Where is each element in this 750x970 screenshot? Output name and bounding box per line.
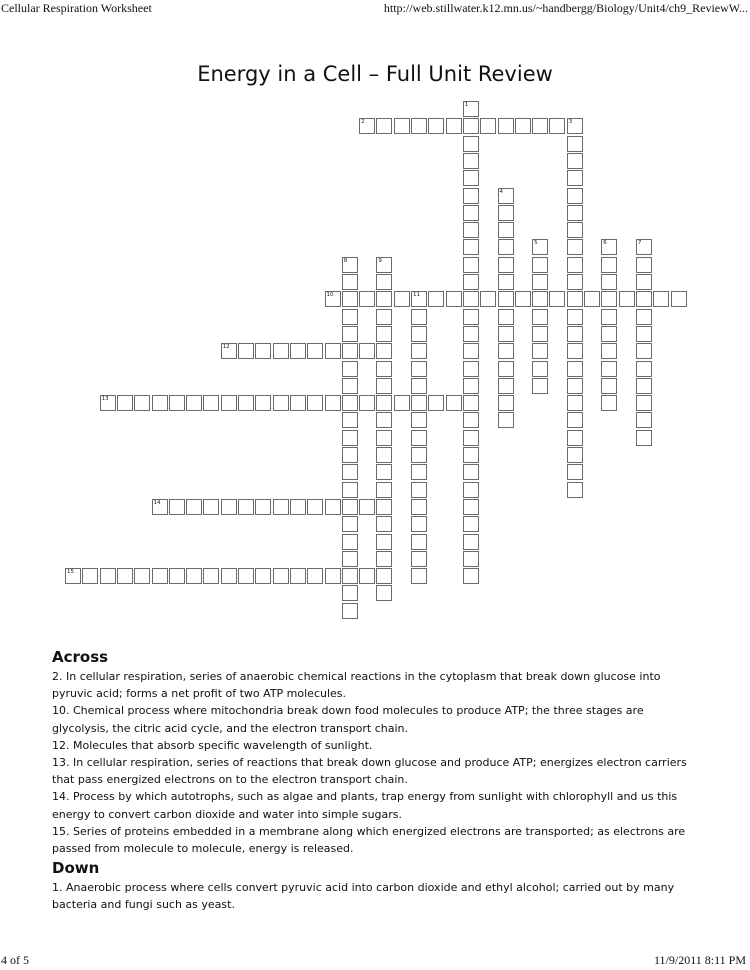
crossword-cell[interactable]	[463, 361, 479, 377]
crossword-cell[interactable]	[498, 395, 514, 411]
crossword-cell[interactable]	[567, 447, 583, 463]
crossword-cell[interactable]	[255, 499, 271, 515]
crossword-cell[interactable]	[601, 326, 617, 342]
crossword-cell[interactable]	[636, 291, 652, 307]
crossword-cell[interactable]	[480, 118, 496, 134]
crossword-cell[interactable]	[567, 378, 583, 394]
crossword-cell[interactable]	[567, 257, 583, 273]
crossword-cell[interactable]	[601, 257, 617, 273]
crossword-cell[interactable]	[601, 291, 617, 307]
crossword-cell[interactable]	[463, 326, 479, 342]
crossword-cell[interactable]	[411, 309, 427, 325]
crossword-cell[interactable]	[221, 568, 237, 584]
crossword-cell[interactable]	[342, 585, 358, 601]
crossword-cell[interactable]	[342, 274, 358, 290]
clue-number: 7	[637, 240, 642, 247]
crossword-cell[interactable]	[498, 222, 514, 238]
crossword-cell[interactable]	[342, 257, 358, 273]
crossword-cell[interactable]	[152, 499, 168, 515]
across-clue: 15. Series of proteins embedded in a membrane along which energized electrons are transported; as electrons are passed from molecule to molecule, energy is released.	[52, 824, 686, 856]
crossword-cell[interactable]	[411, 430, 427, 446]
crossword-cell[interactable]	[376, 118, 392, 134]
crossword-cell[interactable]	[203, 395, 219, 411]
crossword-cell[interactable]	[376, 257, 392, 273]
crossword-cell[interactable]	[653, 291, 669, 307]
crossword-cell[interactable]	[498, 343, 514, 359]
crossword-cell[interactable]	[359, 568, 375, 584]
crossword-cell[interactable]	[463, 170, 479, 186]
crossword-cell[interactable]	[376, 412, 392, 428]
crossword-cell[interactable]	[290, 499, 306, 515]
crossword-cell[interactable]	[376, 447, 392, 463]
crossword-cell[interactable]	[671, 291, 687, 307]
clue-number: 8	[343, 257, 348, 264]
crossword-cell[interactable]	[567, 239, 583, 255]
crossword-cell[interactable]	[307, 343, 323, 359]
crossword-cell[interactable]	[532, 378, 548, 394]
crossword-cell[interactable]	[498, 412, 514, 428]
crossword-cell[interactable]	[342, 309, 358, 325]
crossword-cell[interactable]	[463, 551, 479, 567]
crossword-cell[interactable]	[636, 430, 652, 446]
crossword-cell[interactable]	[532, 239, 548, 255]
crossword-cell[interactable]	[601, 274, 617, 290]
crossword-cell[interactable]	[463, 153, 479, 169]
clue-number: 9	[378, 257, 382, 264]
crossword-cell[interactable]	[567, 430, 583, 446]
crossword-cell[interactable]	[463, 205, 479, 221]
crossword-cell[interactable]	[186, 568, 202, 584]
crossword-cell[interactable]	[567, 188, 583, 204]
crossword-cell[interactable]	[290, 568, 306, 584]
crossword-cell[interactable]	[376, 430, 392, 446]
crossword-cell[interactable]	[498, 274, 514, 290]
down-clue: 1. Anaerobic process where cells convert pyruvic acid into carbon dioxide and ethyl alcohol; carried out by many bacteria and fungi such as yeast.	[52, 881, 675, 912]
crossword-cell[interactable]	[567, 309, 583, 325]
across-clue: 14. Process by which autotrophs, such as algae and plants, trap energy from sunlight with chlorophyll and us this energy to convert carbon dioxide and water into simple sugars.	[52, 790, 678, 821]
crossword-cell[interactable]	[359, 343, 375, 359]
crossword-cell[interactable]	[446, 395, 462, 411]
crossword-cell[interactable]	[498, 257, 514, 273]
crossword-cell[interactable]	[82, 568, 98, 584]
clue-number: 10	[326, 292, 334, 299]
crossword-cell[interactable]	[342, 395, 358, 411]
crossword-cell[interactable]	[532, 274, 548, 290]
crossword-cell[interactable]	[601, 239, 617, 255]
crossword-cell[interactable]	[169, 395, 185, 411]
crossword-cell[interactable]	[134, 395, 150, 411]
crossword-cell[interactable]	[359, 118, 375, 134]
crossword-cell[interactable]	[532, 291, 548, 307]
crossword-cell[interactable]	[567, 343, 583, 359]
clue-number: 12	[222, 344, 230, 351]
crossword-cell[interactable]	[255, 395, 271, 411]
crossword-cell[interactable]	[498, 309, 514, 325]
crossword-cell[interactable]	[532, 326, 548, 342]
crossword-cell[interactable]	[463, 309, 479, 325]
crossword-cell[interactable]	[636, 412, 652, 428]
clue-number: 2	[361, 119, 365, 126]
crossword-cell[interactable]	[273, 499, 289, 515]
crossword-cell[interactable]	[221, 395, 237, 411]
crossword-cell[interactable]	[411, 378, 427, 394]
clue-number: 15	[67, 569, 74, 576]
page-url: http://web.stillwater.k12.mn.us/~handbergg/Biology/Unit4/ch9_ReviewW...	[383, 1, 748, 15]
crossword-cell[interactable]	[636, 378, 652, 394]
crossword-cell[interactable]	[411, 326, 427, 342]
crossword-cell[interactable]	[498, 239, 514, 255]
crossword-cell[interactable]	[498, 378, 514, 394]
crossword-cell[interactable]	[411, 361, 427, 377]
print-datetime: 11/9/2011 8:11 PM	[653, 953, 746, 967]
clue-number: 13	[101, 396, 109, 403]
clue-number: 14	[153, 499, 161, 506]
clue-number: 1	[464, 102, 469, 108]
crossword-cell[interactable]	[463, 343, 479, 359]
crossword-cell[interactable]	[515, 291, 531, 307]
crossword-cell[interactable]	[428, 291, 444, 307]
crossword-cell[interactable]	[238, 395, 254, 411]
crossword-cell[interactable]	[567, 205, 583, 221]
crossword-cell[interactable]	[463, 188, 479, 204]
crossword-cell[interactable]	[446, 291, 462, 307]
crossword-cell[interactable]	[636, 326, 652, 342]
crossword-cell[interactable]	[463, 482, 479, 498]
clues-section	[52, 648, 702, 914]
crossword-cell[interactable]	[342, 326, 358, 342]
crossword-cell[interactable]	[567, 361, 583, 377]
crossword-cell[interactable]	[238, 499, 254, 515]
crossword-cell[interactable]	[567, 118, 583, 134]
crossword-cell[interactable]	[515, 118, 531, 134]
crossword-cell[interactable]	[567, 395, 583, 411]
crossword-cell[interactable]	[359, 291, 375, 307]
crossword-cell[interactable]	[65, 568, 81, 584]
crossword-cell[interactable]	[238, 568, 254, 584]
crossword-cell[interactable]	[463, 257, 479, 273]
crossword-cell[interactable]	[221, 343, 237, 359]
crossword-cell[interactable]	[498, 205, 514, 221]
document-title: Energy in a Cell – Full Unit Review	[197, 62, 553, 86]
crossword-cell[interactable]	[532, 257, 548, 273]
crossword-cell[interactable]	[567, 412, 583, 428]
crossword-cell[interactable]	[549, 291, 565, 307]
crossword-cell[interactable]	[411, 551, 427, 567]
crossword-cell[interactable]	[480, 291, 496, 307]
page-count: 4 of 5	[1, 953, 29, 967]
crossword-cell[interactable]	[567, 274, 583, 290]
crossword-cell[interactable]	[428, 395, 444, 411]
crossword-cell[interactable]	[636, 239, 652, 255]
crossword-cell[interactable]	[376, 516, 392, 532]
crossword-cell[interactable]	[567, 482, 583, 498]
crossword-cell[interactable]	[186, 499, 202, 515]
crossword-cell[interactable]	[567, 136, 583, 152]
crossword-cell[interactable]	[342, 378, 358, 394]
crossword-cell[interactable]	[255, 343, 271, 359]
crossword-cell[interactable]	[290, 395, 306, 411]
crossword-cell[interactable]	[376, 499, 392, 515]
crossword-cell[interactable]	[342, 447, 358, 463]
crossword-cell[interactable]	[273, 568, 289, 584]
crossword-cell[interactable]	[411, 482, 427, 498]
crossword-cell[interactable]	[376, 551, 392, 567]
crossword-cell[interactable]	[342, 516, 358, 532]
crossword-cell[interactable]	[532, 309, 548, 325]
crossword-cell[interactable]	[567, 326, 583, 342]
down-heading: Down	[52, 859, 100, 878]
crossword-cell[interactable]	[636, 343, 652, 359]
crossword-cell[interactable]	[567, 170, 583, 186]
crossword-cell[interactable]	[376, 274, 392, 290]
crossword-cell[interactable]	[567, 222, 583, 238]
crossword-cell[interactable]	[100, 568, 116, 584]
crossword-cell[interactable]	[238, 343, 254, 359]
crossword-cell[interactable]	[342, 551, 358, 567]
clue-number: 3	[568, 119, 573, 126]
crossword-cell[interactable]	[636, 395, 652, 411]
crossword-cell[interactable]	[428, 118, 444, 134]
crossword-cell[interactable]	[463, 118, 479, 134]
crossword-cell[interactable]	[376, 585, 392, 601]
crossword-cell[interactable]	[342, 361, 358, 377]
across-clue: 2. In cellular respiration, series of anaerobic chemical reactions in the cytoplasm that break down glucose into pyruvic acid; forms a net profit of two ATP molecules.	[52, 670, 661, 701]
crossword-cell[interactable]	[411, 464, 427, 480]
crossword-cell[interactable]	[376, 568, 392, 584]
across-clue: 10. Chemical process where mitochondria break down food molecules to produce ATP; the three stages are glycolysis, the citric acid cycle, and the electron transport chain.	[52, 704, 644, 735]
crossword-cell[interactable]	[411, 447, 427, 463]
crossword-cell[interactable]	[342, 499, 358, 515]
crossword-cell[interactable]	[532, 343, 548, 359]
crossword-cell[interactable]	[342, 568, 358, 584]
crossword-cell[interactable]	[342, 412, 358, 428]
crossword-cell[interactable]	[203, 568, 219, 584]
crossword-cell[interactable]	[463, 464, 479, 480]
crossword-cell[interactable]	[619, 291, 635, 307]
crossword-cell[interactable]	[463, 516, 479, 532]
crossword-cell[interactable]	[601, 378, 617, 394]
crossword-cell[interactable]	[169, 499, 185, 515]
crossword-cell[interactable]	[307, 499, 323, 515]
crossword-cell[interactable]	[342, 534, 358, 550]
crossword-cell[interactable]	[463, 291, 479, 307]
crossword-cell[interactable]	[567, 153, 583, 169]
crossword-cell[interactable]	[342, 343, 358, 359]
crossword-cell[interactable]	[117, 395, 133, 411]
crossword-cell[interactable]	[549, 118, 565, 134]
crossword-cell[interactable]	[273, 343, 289, 359]
crossword-cell[interactable]	[498, 361, 514, 377]
crossword-cell[interactable]	[601, 361, 617, 377]
crossword-cell[interactable]	[463, 430, 479, 446]
across-clue: 12. Molecules that absorb specific wavelength of sunlight.	[52, 738, 373, 752]
crossword-cell[interactable]	[463, 412, 479, 428]
crossword-cell[interactable]	[463, 447, 479, 463]
crossword-cell[interactable]	[498, 291, 514, 307]
crossword-cell[interactable]	[203, 499, 219, 515]
crossword-cell[interactable]	[411, 343, 427, 359]
crossword-cell[interactable]	[411, 534, 427, 550]
crossword-cell[interactable]	[325, 395, 341, 411]
crossword-cell[interactable]	[411, 291, 427, 307]
crossword-cell[interactable]	[584, 291, 600, 307]
crossword-cell[interactable]	[307, 568, 323, 584]
across-clue: 13. In cellular respiration, series of reactions that break down glucose and produce ATP; energizes electron carriers that pass energized electrons on to the electron transport chain.	[52, 756, 687, 787]
crossword-cell[interactable]	[376, 534, 392, 550]
crossword-cell[interactable]	[152, 568, 168, 584]
crossword-cell[interactable]	[186, 395, 202, 411]
crossword-cell[interactable]	[498, 118, 514, 134]
crossword-cell[interactable]	[463, 239, 479, 255]
crossword-cell[interactable]	[411, 516, 427, 532]
crossword-cell[interactable]	[411, 395, 427, 411]
crossword-cell[interactable]	[532, 118, 548, 134]
crossword-cell[interactable]	[376, 309, 392, 325]
crossword-cell[interactable]	[601, 395, 617, 411]
crossword-cell[interactable]	[394, 291, 410, 307]
browser-print-footer	[0, 954, 750, 968]
crossword-cell[interactable]	[498, 188, 514, 204]
crossword-cell[interactable]	[636, 309, 652, 325]
crossword-cell[interactable]	[532, 361, 548, 377]
crossword-cell[interactable]	[463, 101, 479, 117]
crossword-cell[interactable]	[152, 395, 168, 411]
clue-number: 6	[603, 240, 607, 247]
page-title-header: Cellular Respiration Worksheet	[1, 1, 152, 15]
crossword-cell[interactable]	[601, 309, 617, 325]
crossword-cell[interactable]	[411, 118, 427, 134]
crossword-cell[interactable]	[636, 257, 652, 273]
crossword-cell[interactable]	[463, 136, 479, 152]
crossword-cell[interactable]	[169, 568, 185, 584]
crossword-cell[interactable]	[394, 118, 410, 134]
crossword-cell[interactable]	[411, 412, 427, 428]
crossword-cell[interactable]	[342, 482, 358, 498]
crossword-cell[interactable]	[463, 499, 479, 515]
crossword-cell[interactable]	[359, 395, 375, 411]
crossword-cell[interactable]	[376, 378, 392, 394]
crossword-cell[interactable]	[411, 499, 427, 515]
crossword-cell[interactable]	[376, 482, 392, 498]
crossword-cell[interactable]	[307, 395, 323, 411]
crossword-cell[interactable]	[273, 395, 289, 411]
crossword-cell[interactable]	[325, 343, 341, 359]
crossword-cell[interactable]	[255, 568, 271, 584]
across-heading: Across	[52, 648, 109, 666]
crossword-cell[interactable]	[601, 343, 617, 359]
crossword-cell[interactable]	[463, 534, 479, 550]
crossword-cell[interactable]	[134, 568, 150, 584]
crossword-cell[interactable]	[325, 499, 341, 515]
crossword-cell[interactable]	[567, 464, 583, 480]
crossword-cell[interactable]	[342, 464, 358, 480]
crossword-cell[interactable]	[376, 464, 392, 480]
crossword-cell[interactable]	[376, 291, 392, 307]
crossword-cell[interactable]	[636, 274, 652, 290]
crossword-cell[interactable]	[376, 326, 392, 342]
crossword-cell[interactable]	[117, 568, 133, 584]
crossword-cell[interactable]	[100, 395, 116, 411]
crossword-cell[interactable]	[325, 568, 341, 584]
crossword-cell[interactable]	[463, 274, 479, 290]
crossword-cell[interactable]	[376, 343, 392, 359]
crossword-cell[interactable]	[411, 568, 427, 584]
clue-number: 11	[413, 292, 420, 299]
crossword-cell[interactable]	[463, 378, 479, 394]
crossword-cell[interactable]	[359, 499, 375, 515]
crossword-cell[interactable]	[446, 118, 462, 134]
crossword-cell[interactable]	[342, 291, 358, 307]
crossword-cell[interactable]	[376, 395, 392, 411]
crossword-cell[interactable]	[342, 430, 358, 446]
crossword-cell[interactable]	[290, 343, 306, 359]
crossword-cell[interactable]	[463, 222, 479, 238]
crossword-cell[interactable]	[325, 291, 341, 307]
crossword-cell[interactable]	[463, 568, 479, 584]
crossword-cell[interactable]	[498, 326, 514, 342]
crossword-cell[interactable]	[342, 603, 358, 619]
crossword-cell[interactable]	[636, 361, 652, 377]
crossword-cell[interactable]	[463, 395, 479, 411]
clue-number: 4	[499, 188, 503, 195]
crossword-cell[interactable]	[221, 499, 237, 515]
crossword-cell[interactable]	[394, 395, 410, 411]
crossword-cell[interactable]	[567, 291, 583, 307]
crossword-cell[interactable]	[376, 361, 392, 377]
clue-number: 5	[534, 240, 538, 247]
